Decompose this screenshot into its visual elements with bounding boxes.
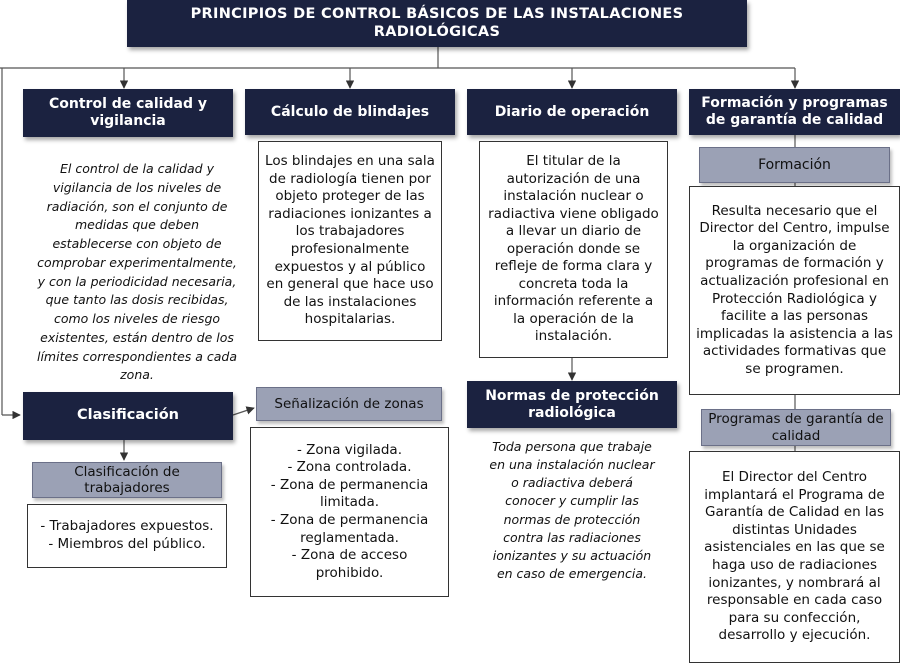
- programas-text: El Director del Centro implantará el Programa de Garantía de Calidad en las distintas Unidades asistenciales en las que se haga uso de radiaciones ionizantes, y nombrará al responsable en cada caso para su confección, desarrollo y ejecución.: [689, 451, 900, 663]
- normas-heading: Normas de protección radiológica: [467, 381, 677, 428]
- trabajadores-item: - Miembros del público.: [48, 536, 206, 552]
- trabajadores-item: - Trabajadores expuestos.: [40, 518, 214, 535]
- zona-item: - Zona de permanencia limitada.: [270, 476, 429, 511]
- diario-heading: Diario de operación: [467, 89, 677, 135]
- zona-item: - Zona vigilada.: [296, 441, 402, 458]
- zona-item: - Zona de acceso prohibido.: [291, 547, 408, 581]
- formacion-programas-heading: Formación y programas de garantía de calidad: [689, 89, 900, 135]
- zona-item: - Zona controlada.: [287, 459, 412, 476]
- formacion-text: Resulta necesario que el Director del Centro, impulse la organización de programas de formación y actualización profesional en Protección Radiológica y facilite a las personas implicadas la asistencia a las actividades formativas que se programen.: [689, 186, 900, 395]
- control-calidad-heading: Control de calidad y vigilancia: [23, 89, 233, 137]
- trabajadores-list: [27, 504, 227, 568]
- formacion-label: Formación: [699, 147, 890, 183]
- programas-label: Programas de garantía de calidad: [701, 409, 891, 446]
- control-calidad-text: El control de la calidad y vigilancia de los niveles de radiación, son el conjunto de medidas que deben establecerse con objeto de comprobar experimentalmente, y con la periodicidad necesaria, que tanto las dosis recibidas, como los niveles de riesgo existentes, están dentro de los límites correspondientes a cada zona.: [36, 161, 238, 383]
- blindajes-text: Los blindajes en una sala de radiología tienen por objeto proteger de las radiaciones ionizantes a los trabajadores profesionalmente expuestos y al público en general que hace uso de las instalaciones hospitalarias.: [258, 141, 442, 341]
- arrow-to-senalizacion: [233, 408, 254, 415]
- clasificacion-heading: Clasificación: [23, 392, 233, 440]
- blindajes-heading: Cálculo de blindajes: [245, 89, 455, 135]
- senalizacion-label: Señalización de zonas: [256, 387, 442, 421]
- diagram-title: PRINCIPIOS DE CONTROL BÁSICOS DE LAS INSTALACIONES RADIOLÓGICAS: [127, 0, 747, 47]
- normas-text: Toda persona que trabaje en una instalación nuclear o radiactiva deberá conocer y cumplir las normas de protección contra las radiaciones ionizantes y su actuación en caso de emergencia.: [489, 439, 655, 581]
- zonas-list: [250, 427, 449, 597]
- clasificacion-trabajadores-label: Clasificación de trabajadores: [32, 462, 222, 498]
- zona-item: - Zona de permanencia reglamentada.: [270, 512, 429, 546]
- diario-text: El titular de la autorización de una instalación nuclear o radiactiva viene obligado a llevar un diario de operación donde se refleje de forma clara y concreta toda la información referente a la operación de la instalación.: [479, 141, 668, 358]
